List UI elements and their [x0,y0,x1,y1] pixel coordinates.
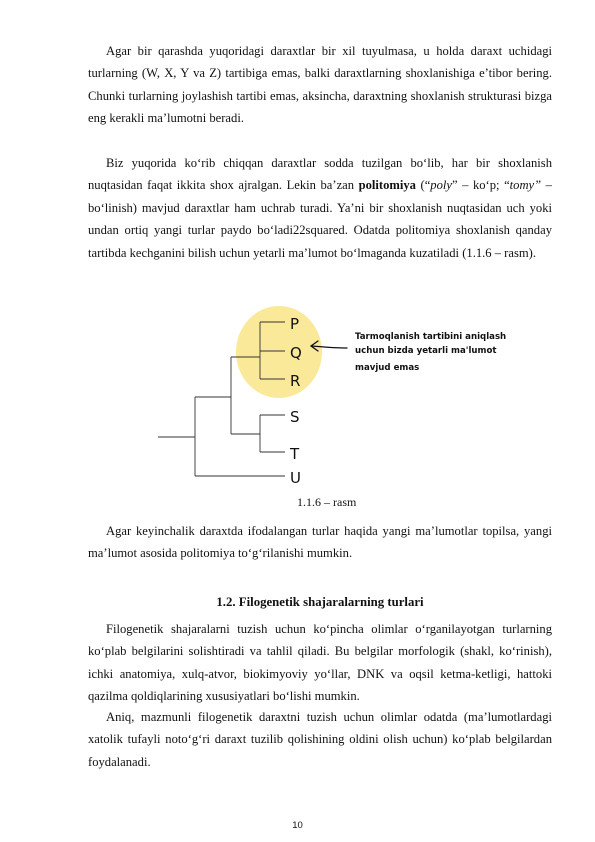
note-line-3: mavjud emas [355,363,420,373]
paragraph-1-text: Agar bir qarashda yuqoridagi daraxtlar bir xil tuyulmasa, u holda daraxt uchidagi turlarning (W, X, Y va Z) tartibiga emas, balki daraxtlarning shoxlanishiga e’tibor bering. Chunki turlarning joylashish tartibi emas, aksincha, daraxtning shoxlanish strukturasi bizga eng kerakli ma’lumotni beradi. [88,44,552,126]
paragraph-3-text: Agar keyinchalik daraxtda ifodalangan turlar haqida yangi ma’lumotlar topilsa, yangi ma’lumot asosida politomiya to‘g‘rilanishi mumkin. [88,524,552,561]
polytomy-highlight [236,306,322,398]
leaf-label-u: U [290,469,301,487]
leaf-label-r: R [290,372,301,390]
leaf-label-p: P [290,315,300,333]
paragraph-2-text-d: – bo‘linish) mavjud daraxtlar ham uchrab turadi. Ya’ni bir shoxlanish nuqtasidan uch yoki undan ortiq yangi turlar paydo bo‘ladi22squared. Odatda politomiya shoxlanish qanday tartibda kechganini bilish uchun yetarli ma’lumot bo‘lmaganda kuzatiladi (1.1.6 – rasm). [88,178,552,260]
term-politomiya: politomiya [358,178,416,193]
note-line-1: Tarmoqlanish tartibini aniqlash [355,332,507,342]
leaf-label-t: T [290,445,300,463]
annotation-note [355,332,506,373]
polytomy-tree-figure [150,300,530,490]
note-line-2: uchun bizda yetarli ma'lumot [355,346,497,356]
paragraph-2 [88,152,552,264]
paragraph-2-text-b: (“ [415,178,431,193]
page-number: 10 [292,820,303,831]
paragraph-4 [88,618,552,708]
paragraph-5-text: Aniq, mazmunli filogenetik daraxtni tuzish uchun olimlar odatda (ma’lumotlardagi xatolik tufayli noto‘g‘ri daraxt tuzilib qolishining oldini olish uchun) ko‘plab belgilardan foydalanadi. [88,710,552,769]
section-heading: 1.2. Filogenetik shajaralarning turlari [216,595,424,609]
arrow-icon [311,341,347,351]
term-tomy: tomy” [509,178,542,193]
paragraph-1 [88,40,552,130]
paragraph-4-text: Filogenetik shajaralarni tuzish uchun ko‘pincha olimlar o‘rganilayotgan turlarning ko‘plab belgilarini solishtiradi va tahlil qiladi. Bu belgilar morfologik (shakl, ko‘rinish), ichki anatomiya, xulq-atvor, biokimyoviy yo‘llar, DNK va oqsil ketma-ketligi, hattoki qazilma qoldiqlarining xususiyatlari bo‘lishi mumkin. [88,622,552,704]
paragraph-5 [88,706,552,773]
term-poly: poly [430,178,452,193]
paragraph-2-text-c: ” – ko‘p; “ [451,178,510,193]
leaf-label-q: Q [290,344,302,362]
paragraph-2-text-a: Biz yuqorida ko‘rib chiqqan daraxtlar sodda tuzilgan bo‘lib, har bir shoxlanish nuqtasidan faqat ikkita shox ajralgan. Lekin ba’zan [88,156,552,193]
leaf-label-s: S [290,408,300,426]
figure-caption: 1.1.6 – rasm [297,495,357,509]
paragraph-3 [88,520,552,565]
